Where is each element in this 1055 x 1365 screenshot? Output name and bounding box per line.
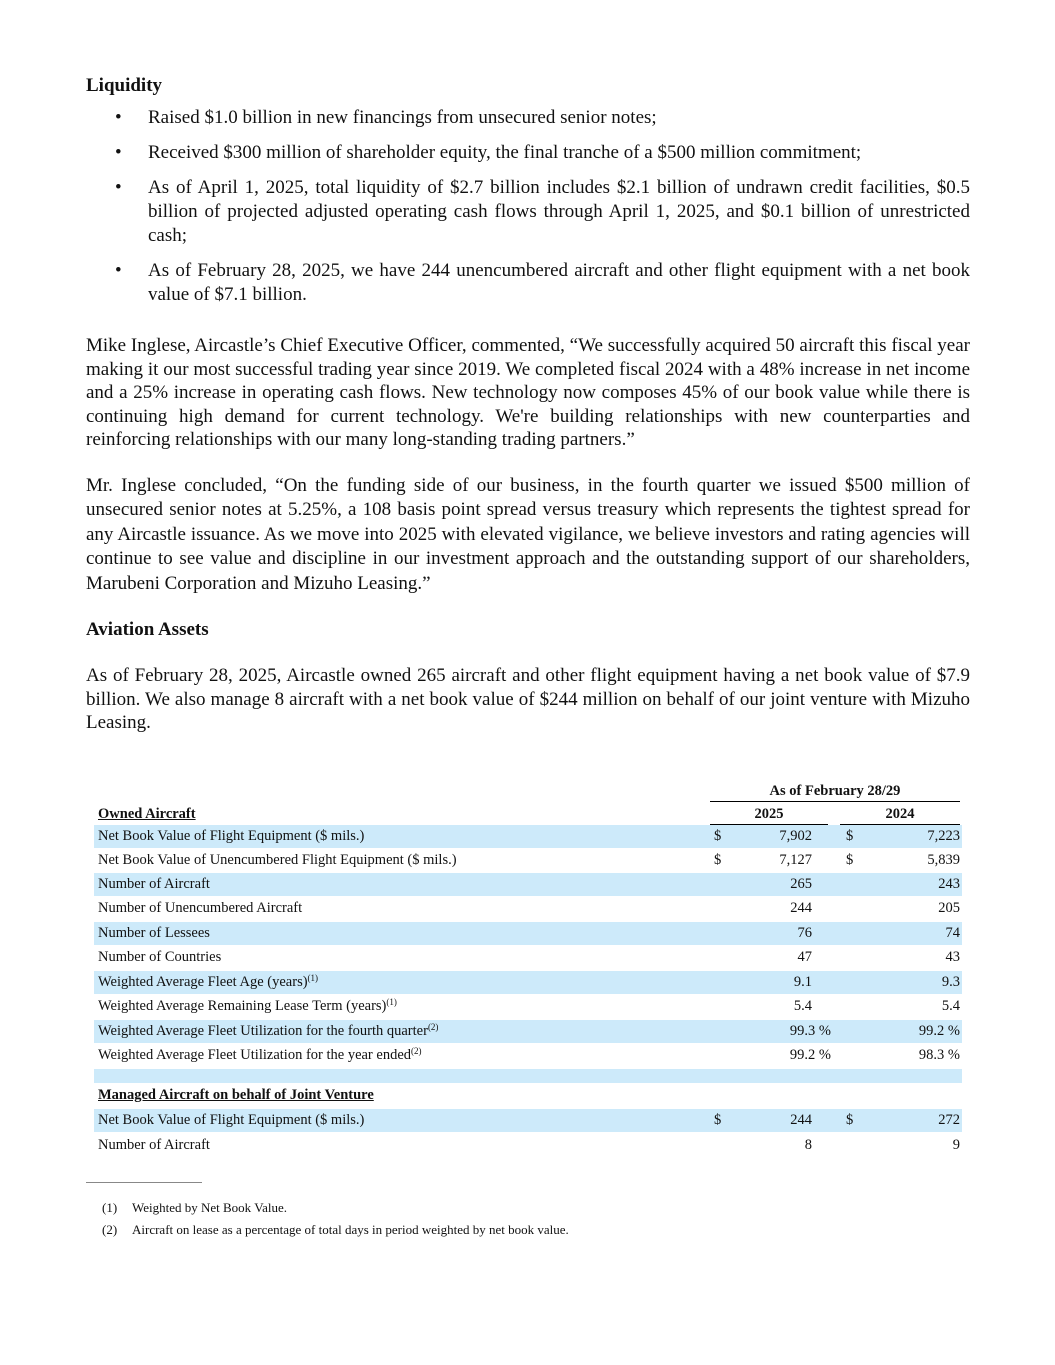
table-row: Net Book Value of Flight Equipment ($ mils.) $ 7,902 $ 7,223 [94, 825, 962, 848]
table-row: Weighted Average Fleet Utilization for the year ended$^{(2)}$ 99.2 % 98.3 % [98, 1046, 960, 1063]
table-row: Number of Countries 47 43 [98, 949, 960, 965]
table-row: Weighted Average Remaining Lease Term (years)$^{(1)}$ 5.4 5.4 [98, 997, 960, 1014]
column-header-2024: 2024 [840, 804, 960, 825]
footnote-divider [86, 1182, 202, 1183]
column-header-2025: 2025 [710, 804, 828, 825]
section-header-managed: Managed Aircraft on behalf of Joint Venture [98, 1087, 374, 1103]
table-spacer-row [94, 1069, 962, 1083]
bullet-item: • Raised $1.0 billion in new financings from unsecured senior notes; [115, 107, 657, 128]
bullet-icon: • [115, 142, 122, 163]
bullet-item: • As of April 1, 2025, total liquidity of $2.7 billion includes $2.1 billion of undrawn credit facilities, $0.5 billion of projected adjusted operating cash flows through April 1, 2025, and $0.1 billion of unrestricted cash; [115, 177, 970, 246]
aviation-assets-paragraph: As of February 28, 2025, Aircastle owned 265 aircraft and other flight equipment having a net book value of $7.9 billion. We also manage 8 aircraft with a net book value of $244 million on behalf of our joint venture with Mizuho Leasing. [86, 665, 970, 733]
table-row: Number of Aircraft 8 9 [98, 1137, 960, 1153]
table-group-header: As of February 28/29 [710, 782, 960, 802]
table-row: Number of Aircraft 265 243 [94, 873, 962, 896]
table-row: Weighted Average Fleet Age (years)$^{(1)}$ 9.1 9.3 [94, 971, 962, 994]
liquidity-heading: Liquidity [86, 75, 163, 96]
bullet-icon: • [115, 260, 122, 281]
ceo-conclusion-paragraph: Mr. Inglese concluded, “On the funding side of our business, in the fourth quarter we issued $500 million of unsecured senior notes at 5.25%, a 108 basis point spread versus treasury which represents the tightest spread for any Aircastle issuance. As we move into 2025 with elevated vigilance, we believe investors and rating agencies will continue to see value and discipline in our investment approach and the outstanding support of our shareholders, Marubeni Corporation and Mizuho Leasing.” [86, 474, 970, 594]
table-row: Weighted Average Fleet Utilization for the fourth quarter$^{(2)}$ 99.3 % 99.2 % [94, 1020, 962, 1043]
footnote-2: (2) Aircraft on lease as a percentage of total days in period weighted by net book value. [102, 1222, 569, 1237]
footnote-1: (1) Weighted by Net Book Value. [102, 1200, 288, 1215]
bullet-icon: • [115, 177, 122, 198]
table-row: Number of Lessees 76 74 [94, 922, 962, 945]
bullet-item: • As of February 28, 2025, we have 244 unencumbered aircraft and other flight equipment with a net book value of $7.1 billion. [115, 260, 970, 305]
table-row: Net Book Value of Unencumbered Flight Equipment ($ mils.) $ 7,127 $ 5,839 [98, 852, 960, 868]
bullet-item: • Received $300 million of shareholder equity, the final tranche of a $500 million commitment; [115, 142, 862, 163]
table-row: Number of Unencumbered Aircraft 244 205 [98, 900, 960, 916]
section-header-owned: Owned Aircraft [98, 806, 196, 822]
aviation-assets-heading: Aviation Assets [86, 619, 209, 640]
table-row: Net Book Value of Flight Equipment ($ mils.) $ 244 $ 272 [94, 1109, 962, 1132]
document-body [86, 74, 970, 735]
ceo-quote-paragraph: Mike Inglese, Aircastle’s Chief Executive Officer, commented, “We successfully acquired 50 aircraft this fiscal year making it our most successful trading year since 2019. We completed fiscal 2024 with a 48% increase in net income and a 25% increase in operating cash flows. New technology now composes 45% of our book value while there is continuing high demand for current technology. We're building relationships with new counterparties and reinforcing relationships with our many long-standing trading partners.” [86, 335, 970, 450]
bullet-icon: • [115, 107, 122, 128]
liquidity-bullets [86, 106, 970, 307]
